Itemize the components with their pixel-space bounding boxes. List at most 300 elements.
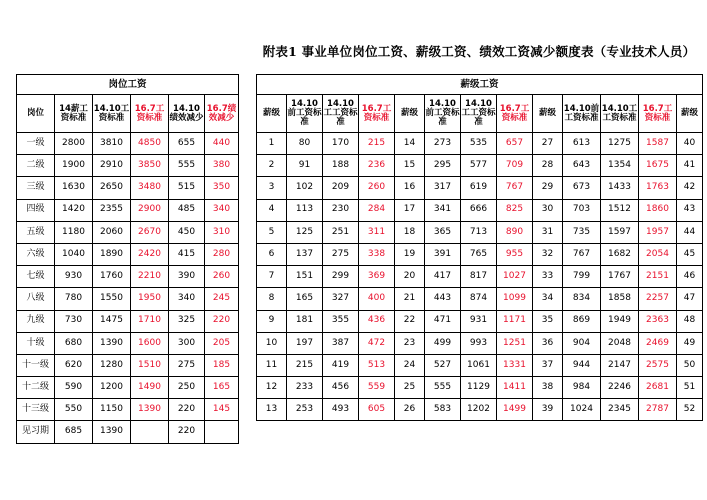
cell-b-pre1410: 499 <box>425 332 461 354</box>
cell-c-1410: 1512 <box>601 199 639 221</box>
cell-std-14: 590 <box>55 377 93 399</box>
right-header-0: 薪级 <box>257 95 287 133</box>
cell-grade: 五级 <box>17 221 55 243</box>
left-header-4: 14.10绩效减少 <box>169 95 205 133</box>
cell-b-1410: 1129 <box>461 377 497 399</box>
cell-c-pre1410: 613 <box>563 133 601 155</box>
cell-c-1410: 1354 <box>601 155 639 177</box>
cell-perf-1410: 655 <box>169 133 205 155</box>
cell-c-167: 2054 <box>639 243 677 265</box>
cell-c-pre1410: 904 <box>563 332 601 354</box>
cell-a-pre1410: 253 <box>287 399 323 421</box>
cell-std-167: 1950 <box>131 288 169 310</box>
cell-std-14: 2800 <box>55 133 93 155</box>
cell-a-pre1410: 233 <box>287 377 323 399</box>
cell-scale-a: 12 <box>257 377 287 399</box>
cell-std-167: 2210 <box>131 266 169 288</box>
right-header-9: 14.10前工资标准 <box>563 95 601 133</box>
cell-c-1410: 1597 <box>601 221 639 243</box>
table-row <box>17 354 239 376</box>
cell-b-pre1410: 443 <box>425 288 461 310</box>
cell-perf-1410: 275 <box>169 354 205 376</box>
right-header-2: 14.10工工资标准 <box>323 95 359 133</box>
cell-scale-a: 13 <box>257 399 287 421</box>
cell-scale-c: 34 <box>533 288 563 310</box>
cell-scale-d: 51 <box>677 377 703 399</box>
cell-a-pre1410: 197 <box>287 332 323 354</box>
cell-scale-a: 8 <box>257 288 287 310</box>
cell-std-1410: 1390 <box>93 332 131 354</box>
cell-std-167: 4850 <box>131 133 169 155</box>
cell-perf-167: 245 <box>205 288 239 310</box>
cell-c-pre1410: 735 <box>563 221 601 243</box>
cell-a-1410: 209 <box>323 177 359 199</box>
post-salary-table <box>16 74 239 444</box>
cell-c-pre1410: 799 <box>563 266 601 288</box>
cell-scale-a: 4 <box>257 199 287 221</box>
cell-scale-b: 26 <box>395 399 425 421</box>
cell-scale-c: 30 <box>533 199 563 221</box>
cell-b-1410: 931 <box>461 310 497 332</box>
cell-a-1410: 275 <box>323 243 359 265</box>
cell-a-1410: 355 <box>323 310 359 332</box>
cell-a-167: 400 <box>359 288 395 310</box>
cell-scale-c: 37 <box>533 354 563 376</box>
cell-std-14: 1900 <box>55 155 93 177</box>
table-row <box>257 199 703 221</box>
cell-std-14: 1420 <box>55 199 93 221</box>
cell-scale-b: 25 <box>395 377 425 399</box>
cell-grade: 一级 <box>17 133 55 155</box>
table-row <box>257 133 703 155</box>
cell-scale-d: 41 <box>677 155 703 177</box>
cell-std-167: 1510 <box>131 354 169 376</box>
cell-grade: 八级 <box>17 288 55 310</box>
right-header-8: 薪级 <box>533 95 563 133</box>
cell-grade: 四级 <box>17 199 55 221</box>
cell-b-167: 1331 <box>497 354 533 376</box>
cell-scale-a: 1 <box>257 133 287 155</box>
cell-perf-1410: 325 <box>169 310 205 332</box>
cell-c-167: 2681 <box>639 377 677 399</box>
cell-perf-1410: 390 <box>169 266 205 288</box>
cell-std-1410: 1760 <box>93 266 131 288</box>
page-title: 附表1 事业单位岗位工资、薪级工资、绩效工资减少额度表（专业技术人员） <box>262 44 696 59</box>
cell-b-pre1410: 295 <box>425 155 461 177</box>
cell-perf-167: 350 <box>205 177 239 199</box>
cell-b-1410: 1202 <box>461 399 497 421</box>
cell-std-167: 3480 <box>131 177 169 199</box>
cell-grade: 十三级 <box>17 399 55 421</box>
cell-c-1410: 1767 <box>601 266 639 288</box>
cell-c-1410: 1949 <box>601 310 639 332</box>
cell-scale-b: 23 <box>395 332 425 354</box>
cell-scale-b: 15 <box>395 155 425 177</box>
cell-scale-d: 47 <box>677 288 703 310</box>
left-header-0: 岗位 <box>17 95 55 133</box>
right-header-10: 14.10工工资标准 <box>601 95 639 133</box>
table-row <box>17 177 239 199</box>
cell-b-pre1410: 273 <box>425 133 461 155</box>
cell-c-pre1410: 703 <box>563 199 601 221</box>
cell-std-14: 620 <box>55 354 93 376</box>
table-row <box>17 221 239 243</box>
cell-scale-c: 27 <box>533 133 563 155</box>
cell-perf-1410: 220 <box>169 399 205 421</box>
cell-std-14: 1630 <box>55 177 93 199</box>
cell-scale-a: 2 <box>257 155 287 177</box>
cell-c-pre1410: 767 <box>563 243 601 265</box>
cell-std-14: 550 <box>55 399 93 421</box>
cell-a-pre1410: 165 <box>287 288 323 310</box>
cell-grade: 见习期 <box>17 421 55 443</box>
cell-std-14: 680 <box>55 332 93 354</box>
cell-c-167: 1587 <box>639 133 677 155</box>
cell-scale-c: 38 <box>533 377 563 399</box>
cell-a-pre1410: 102 <box>287 177 323 199</box>
cell-std-167: 2900 <box>131 199 169 221</box>
cell-a-167: 472 <box>359 332 395 354</box>
cell-scale-d: 45 <box>677 243 703 265</box>
cell-std-1410: 2060 <box>93 221 131 243</box>
table-row <box>257 177 703 199</box>
cell-c-167: 2575 <box>639 354 677 376</box>
cell-a-1410: 387 <box>323 332 359 354</box>
cell-c-pre1410: 834 <box>563 288 601 310</box>
cell-b-167: 825 <box>497 199 533 221</box>
cell-b-pre1410: 341 <box>425 199 461 221</box>
cell-a-1410: 251 <box>323 221 359 243</box>
cell-scale-b: 19 <box>395 243 425 265</box>
left-header-2: 14.10工资标准 <box>93 95 131 133</box>
cell-c-167: 2151 <box>639 266 677 288</box>
cell-b-167: 1027 <box>497 266 533 288</box>
cell-c-167: 2257 <box>639 288 677 310</box>
post-salary-table-wrapper <box>16 74 239 444</box>
cell-grade: 七级 <box>17 266 55 288</box>
cell-perf-167: 380 <box>205 155 239 177</box>
cell-perf-1410: 250 <box>169 377 205 399</box>
cell-b-pre1410: 471 <box>425 310 461 332</box>
cell-b-pre1410: 555 <box>425 377 461 399</box>
table-row <box>17 199 239 221</box>
table-row <box>257 354 703 376</box>
table-row <box>257 377 703 399</box>
cell-perf-1410: 485 <box>169 199 205 221</box>
right-header-7: 16.7工资标准 <box>497 95 533 133</box>
cell-scale-b: 24 <box>395 354 425 376</box>
cell-b-1410: 874 <box>461 288 497 310</box>
cell-b-167: 1411 <box>497 377 533 399</box>
cell-perf-1410: 450 <box>169 221 205 243</box>
cell-b-1410: 765 <box>461 243 497 265</box>
cell-scale-a: 6 <box>257 243 287 265</box>
cell-c-167: 1675 <box>639 155 677 177</box>
cell-c-1410: 2147 <box>601 354 639 376</box>
cell-b-167: 1251 <box>497 332 533 354</box>
cell-a-1410: 170 <box>323 133 359 155</box>
cell-scale-b: 22 <box>395 310 425 332</box>
cell-perf-1410: 555 <box>169 155 205 177</box>
table-row <box>257 243 703 265</box>
cell-std-167 <box>131 421 169 443</box>
cell-std-167: 1490 <box>131 377 169 399</box>
cell-scale-c: 36 <box>533 332 563 354</box>
cell-scale-d: 49 <box>677 332 703 354</box>
cell-grade: 十级 <box>17 332 55 354</box>
table-row <box>257 155 703 177</box>
cell-c-1410: 1275 <box>601 133 639 155</box>
cell-scale-b: 21 <box>395 288 425 310</box>
cell-std-1410: 1890 <box>93 243 131 265</box>
cell-c-1410: 1682 <box>601 243 639 265</box>
cell-a-167: 559 <box>359 377 395 399</box>
right-header-3: 16.7工资标准 <box>359 95 395 133</box>
cell-b-pre1410: 391 <box>425 243 461 265</box>
cell-a-167: 436 <box>359 310 395 332</box>
cell-a-167: 215 <box>359 133 395 155</box>
cell-std-1410: 3810 <box>93 133 131 155</box>
cell-perf-167: 440 <box>205 133 239 155</box>
cell-b-167: 890 <box>497 221 533 243</box>
left-header-3: 16.7工资标准 <box>131 95 169 133</box>
cell-b-1410: 1061 <box>461 354 497 376</box>
cell-a-1410: 456 <box>323 377 359 399</box>
cell-scale-d: 50 <box>677 354 703 376</box>
cell-c-1410: 2048 <box>601 332 639 354</box>
cell-scale-b: 18 <box>395 221 425 243</box>
cell-std-1410: 1200 <box>93 377 131 399</box>
cell-scale-c: 39 <box>533 399 563 421</box>
table-row <box>257 266 703 288</box>
cell-a-pre1410: 80 <box>287 133 323 155</box>
cell-a-167: 605 <box>359 399 395 421</box>
cell-a-167: 260 <box>359 177 395 199</box>
right-header-11: 16.7工资标准 <box>639 95 677 133</box>
cell-c-pre1410: 869 <box>563 310 601 332</box>
cell-b-pre1410: 317 <box>425 177 461 199</box>
cell-c-1410: 1858 <box>601 288 639 310</box>
cell-a-1410: 230 <box>323 199 359 221</box>
cell-scale-d: 46 <box>677 266 703 288</box>
cell-std-167: 3850 <box>131 155 169 177</box>
table-row <box>257 221 703 243</box>
cell-b-1410: 535 <box>461 133 497 155</box>
cell-c-1410: 2246 <box>601 377 639 399</box>
cell-c-1410: 2345 <box>601 399 639 421</box>
cell-perf-167: 280 <box>205 243 239 265</box>
cell-std-1410: 1390 <box>93 421 131 443</box>
cell-b-1410: 817 <box>461 266 497 288</box>
cell-scale-a: 3 <box>257 177 287 199</box>
cell-perf-1410: 220 <box>169 421 205 443</box>
cell-b-pre1410: 583 <box>425 399 461 421</box>
table-row <box>17 266 239 288</box>
cell-std-167: 2420 <box>131 243 169 265</box>
cell-scale-b: 17 <box>395 199 425 221</box>
cell-c-pre1410: 944 <box>563 354 601 376</box>
table-row <box>257 399 703 421</box>
cell-grade: 十二级 <box>17 377 55 399</box>
cell-perf-1410: 340 <box>169 288 205 310</box>
cell-std-1410: 1475 <box>93 310 131 332</box>
cell-scale-b: 14 <box>395 133 425 155</box>
table-row <box>17 310 239 332</box>
cell-a-167: 369 <box>359 266 395 288</box>
cell-a-167: 311 <box>359 221 395 243</box>
cell-b-1410: 577 <box>461 155 497 177</box>
cell-grade: 二级 <box>17 155 55 177</box>
table-row <box>17 421 239 443</box>
cell-perf-167: 260 <box>205 266 239 288</box>
cell-b-pre1410: 365 <box>425 221 461 243</box>
cell-a-1410: 493 <box>323 399 359 421</box>
cell-std-14: 1040 <box>55 243 93 265</box>
right-header-5: 14.10前工资标准 <box>425 95 461 133</box>
cell-perf-1410: 300 <box>169 332 205 354</box>
cell-std-1410: 1280 <box>93 354 131 376</box>
cell-grade: 六级 <box>17 243 55 265</box>
table-row <box>257 310 703 332</box>
cell-a-167: 513 <box>359 354 395 376</box>
cell-a-167: 236 <box>359 155 395 177</box>
cell-std-1410: 1550 <box>93 288 131 310</box>
cell-scale-c: 33 <box>533 266 563 288</box>
right-header-1: 14.10前工资标准 <box>287 95 323 133</box>
cell-std-167: 1710 <box>131 310 169 332</box>
cell-a-pre1410: 151 <box>287 266 323 288</box>
cell-scale-b: 20 <box>395 266 425 288</box>
cell-scale-c: 31 <box>533 221 563 243</box>
cell-c-pre1410: 1024 <box>563 399 601 421</box>
cell-b-167: 1499 <box>497 399 533 421</box>
cell-b-1410: 666 <box>461 199 497 221</box>
cell-a-167: 338 <box>359 243 395 265</box>
cell-a-pre1410: 137 <box>287 243 323 265</box>
cell-scale-a: 7 <box>257 266 287 288</box>
cell-b-167: 657 <box>497 133 533 155</box>
cell-perf-167: 340 <box>205 199 239 221</box>
left-header-5: 16.7绩效减少 <box>205 95 239 133</box>
cell-scale-d: 42 <box>677 177 703 199</box>
left-band-title: 岗位工资 <box>17 75 239 95</box>
cell-std-1410: 1150 <box>93 399 131 421</box>
cell-perf-1410: 415 <box>169 243 205 265</box>
cell-a-1410: 419 <box>323 354 359 376</box>
cell-scale-a: 10 <box>257 332 287 354</box>
cell-a-pre1410: 215 <box>287 354 323 376</box>
cell-std-1410: 2650 <box>93 177 131 199</box>
cell-std-1410: 2355 <box>93 199 131 221</box>
cell-scale-d: 52 <box>677 399 703 421</box>
cell-perf-1410: 515 <box>169 177 205 199</box>
cell-c-167: 1763 <box>639 177 677 199</box>
table-row <box>257 288 703 310</box>
table-row <box>17 288 239 310</box>
cell-std-14: 730 <box>55 310 93 332</box>
cell-b-167: 1171 <box>497 310 533 332</box>
table-row <box>17 243 239 265</box>
cell-grade: 九级 <box>17 310 55 332</box>
cell-a-1410: 188 <box>323 155 359 177</box>
cell-a-pre1410: 91 <box>287 155 323 177</box>
cell-perf-167 <box>205 421 239 443</box>
cell-perf-167: 205 <box>205 332 239 354</box>
cell-scale-d: 40 <box>677 133 703 155</box>
table-row <box>17 133 239 155</box>
cell-c-pre1410: 643 <box>563 155 601 177</box>
cell-b-167: 1099 <box>497 288 533 310</box>
cell-std-14: 780 <box>55 288 93 310</box>
table-row <box>17 377 239 399</box>
cell-a-pre1410: 125 <box>287 221 323 243</box>
cell-perf-167: 145 <box>205 399 239 421</box>
cell-b-167: 767 <box>497 177 533 199</box>
cell-scale-a: 11 <box>257 354 287 376</box>
cell-b-167: 955 <box>497 243 533 265</box>
cell-std-167: 1600 <box>131 332 169 354</box>
cell-perf-167: 165 <box>205 377 239 399</box>
table-row <box>257 332 703 354</box>
cell-a-1410: 299 <box>323 266 359 288</box>
cell-std-14: 930 <box>55 266 93 288</box>
cell-scale-a: 5 <box>257 221 287 243</box>
cell-b-pre1410: 527 <box>425 354 461 376</box>
cell-scale-c: 35 <box>533 310 563 332</box>
cell-grade: 十一级 <box>17 354 55 376</box>
table-row <box>17 155 239 177</box>
cell-a-1410: 327 <box>323 288 359 310</box>
cell-c-167: 2469 <box>639 332 677 354</box>
table-row <box>17 332 239 354</box>
cell-c-1410: 1433 <box>601 177 639 199</box>
cell-a-pre1410: 113 <box>287 199 323 221</box>
salary-scale-table-wrapper <box>256 74 703 421</box>
cell-scale-a: 9 <box>257 310 287 332</box>
right-header-4: 薪级 <box>395 95 425 133</box>
cell-scale-d: 44 <box>677 221 703 243</box>
cell-std-167: 2670 <box>131 221 169 243</box>
right-band-title: 薪级工资 <box>257 75 703 95</box>
cell-scale-c: 29 <box>533 177 563 199</box>
cell-std-1410: 2910 <box>93 155 131 177</box>
cell-c-167: 2787 <box>639 399 677 421</box>
cell-a-167: 284 <box>359 199 395 221</box>
left-header-1: 14薪工资标准 <box>55 95 93 133</box>
cell-c-pre1410: 984 <box>563 377 601 399</box>
table-row <box>17 399 239 421</box>
cell-b-167: 709 <box>497 155 533 177</box>
cell-std-14: 685 <box>55 421 93 443</box>
cell-b-1410: 993 <box>461 332 497 354</box>
cell-scale-c: 28 <box>533 155 563 177</box>
cell-perf-167: 185 <box>205 354 239 376</box>
right-header-6: 14.10工工资标准 <box>461 95 497 133</box>
cell-std-14: 1180 <box>55 221 93 243</box>
salary-scale-table <box>256 74 703 421</box>
cell-std-167: 1390 <box>131 399 169 421</box>
right-header-12: 薪级 <box>677 95 703 133</box>
cell-perf-167: 310 <box>205 221 239 243</box>
cell-a-pre1410: 181 <box>287 310 323 332</box>
cell-scale-c: 32 <box>533 243 563 265</box>
cell-b-pre1410: 417 <box>425 266 461 288</box>
cell-scale-d: 43 <box>677 199 703 221</box>
cell-c-pre1410: 673 <box>563 177 601 199</box>
cell-scale-d: 48 <box>677 310 703 332</box>
cell-b-1410: 619 <box>461 177 497 199</box>
cell-c-167: 1860 <box>639 199 677 221</box>
